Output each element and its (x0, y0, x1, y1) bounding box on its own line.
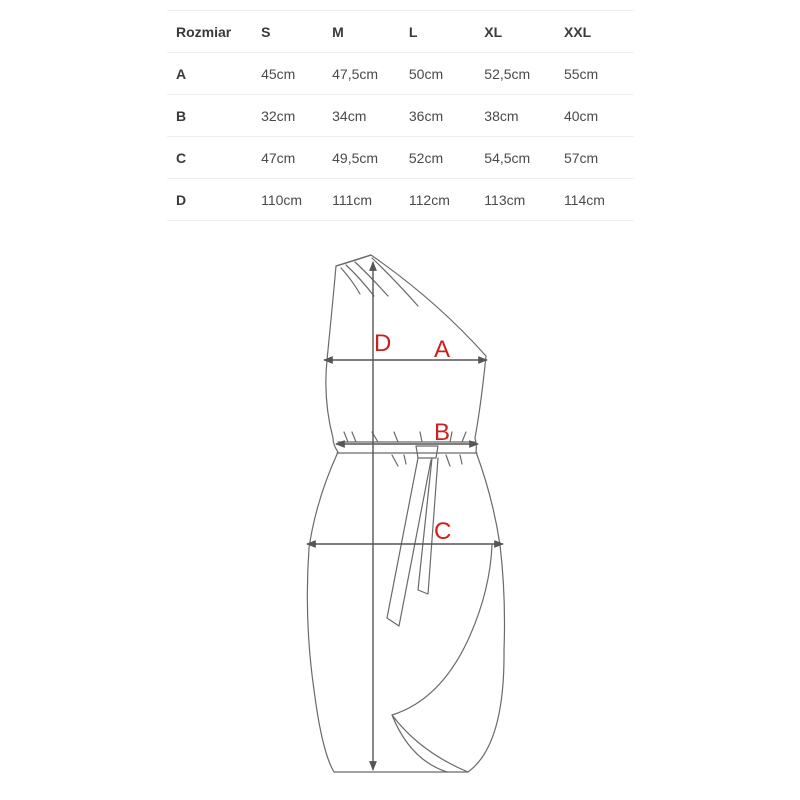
measure-label-d: D (374, 330, 392, 357)
table-cell: 36cm (408, 107, 444, 124)
bow-knot (416, 446, 438, 458)
measure-label-a: A (434, 336, 451, 363)
header-size-m: M (332, 23, 344, 40)
table-cell: 45cm (261, 65, 296, 82)
sash-ties (387, 458, 438, 626)
row-label-c: C (176, 149, 187, 166)
header-size-label: Rozmiar (176, 23, 232, 40)
table-cell: 111cm (332, 191, 373, 208)
table-cell: 54,5cm (484, 149, 531, 166)
table-cell: 47,5cm (332, 65, 379, 82)
table-cell: 57cm (563, 149, 599, 166)
table-cell: 50cm (408, 65, 444, 82)
row-label-b: B (176, 107, 187, 124)
dress-outline (307, 255, 504, 772)
table-cell: 40cm (563, 107, 599, 124)
table-cell: 52,5cm (484, 65, 531, 82)
table-cell: 114cm (563, 191, 605, 208)
table-cell: 49,5cm (332, 149, 379, 166)
skirt-wrap-fold (392, 545, 492, 772)
waist-gathers-bottom (392, 455, 462, 466)
table-cell: 52cm (408, 149, 444, 166)
table-cell: 112cm (408, 191, 450, 208)
row-label-d: D (176, 191, 187, 208)
header-size-s: S (261, 23, 271, 40)
table-cell: 110cm (261, 191, 303, 208)
row-label-a: A (176, 65, 187, 82)
header-size-l: L (408, 23, 418, 40)
table-cell: 38cm (484, 107, 519, 124)
table-cell: 32cm (261, 107, 296, 124)
measure-label-b: B (434, 419, 451, 446)
header-size-xl: XL (484, 23, 503, 40)
table-cell: 55cm (563, 65, 599, 82)
table-cell: 113cm (484, 191, 526, 208)
header-size-xxl: XXL (563, 23, 592, 40)
table-cell: 47cm (261, 149, 296, 166)
measure-label-c: C (434, 518, 452, 545)
table-cell: 34cm (332, 107, 367, 124)
